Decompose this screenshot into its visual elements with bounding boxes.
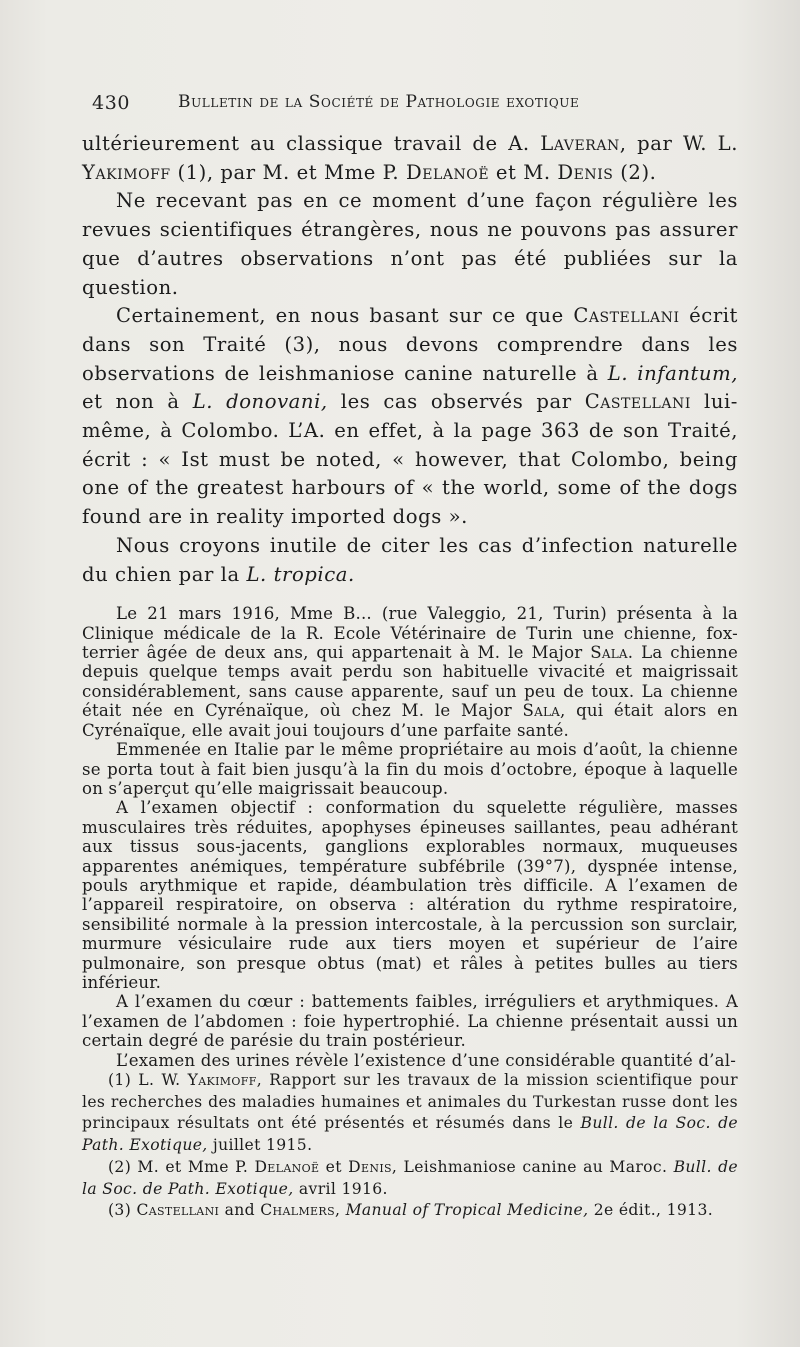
paragraph-4: Nous croyons inutile de citer les cas d’infection naturelle du chien par la L. tropica.: [82, 533, 738, 586]
person-name: Sala: [522, 701, 560, 721]
case-report: [82, 604, 738, 1070]
species-name: L. tropica.: [246, 562, 355, 586]
case-paragraph-1: Le 21 mars 1916, Mme B... (rue Valeggio, 21, Turin) présenta à la Clinique médicale de la R. Ecole Vétérinaire de Turin une chienne, fox-terrier âgée de deux ans, qui appartenait à M. le Major Sala. La chienne depuis quelque temps avait perdu son habituelle vivacité et maigrissait considérablement, sans cause apparente, sauf un peu de toux. La chienne était née en Cyrénaïque, où chez M. le Major Sala, qui était alors en Cyrénaïque, elle avait joui toujours d’une parfaite santé.: [82, 604, 738, 740]
case-paragraph-5: L’examen des urines révèle l’existence d’une considérable quantité d’al-: [116, 1050, 737, 1070]
article-body: [82, 130, 738, 1070]
footnote-1: (1) L. W. Yakimoff, Rapport sur les travaux de la mission scientifique pour les recherches des maladies humaines et animales du Turkestan russe dont les principaux résultats ont été présentés et résumés dans le Bull. de la Soc. de Path. Exotique, juillet 1915.: [82, 1071, 738, 1155]
species-name: L. donovani,: [192, 390, 328, 414]
paragraph-1: ultérieurement au classique travail de A. Laveran, par W. L. Yakimoff (1), par M. et Mme P. Delanoë et M. Denis (2).: [82, 132, 738, 184]
author-name: Yakimoff: [82, 160, 171, 184]
footnotes: [82, 1070, 738, 1222]
paragraph-3: Certainement, en nous basant sur ce que Castellani écrit dans son Traité (3), nous devons comprendre dans les observations de leishmaniose canine naturelle à L. infantum, et non à L. donovani, les cas observés par Castellani lui-même, à Colombo. L’A. en effet, à la page 363 de son Traité, écrit : « Ist must be noted, « however, that Colombo, being one of the greatest harbours of « the world, some of the dogs found are in reality imported dogs ».: [82, 304, 738, 529]
running-head: Bulletin de la Société de Pathologie exotique: [178, 92, 580, 112]
page-number: 430: [92, 92, 131, 114]
footnote-2: (2) M. et Mme P. Delanoë et Denis, Leishmaniose canine au Maroc. Bull. de la Soc. de Path. Exotique, avril 1916.: [82, 1157, 738, 1198]
author-name: Denis: [557, 160, 614, 184]
case-paragraph-2: Emmenée en Italie par le même propriétaire au mois d’août, la chienne se porta tout à fait bien jusqu’à la fin du mois d’octobre, époque à laquelle on s’aperçut qu’elle maigrissait beaucoup.: [82, 740, 738, 798]
species-name: L. infantum,: [607, 361, 738, 385]
case-paragraph-3: A l’examen objectif : conformation du squelette régulière, masses musculaires très réduites, apophyses épineuses saillantes, peau adhérant aux tissus sous-jacents, ganglions explorables normaux, muqueuses apparentes anémiques, température subfébrile (39°7), dyspnée intense, pouls arythmique et rapide, déambulation très difficile. A l’examen de l’appareil respiratoire, on observa : altération du rythme respiratoire, sensibilité normale à la pression intercostale, à la percussion son surclair, murmure vésiculaire rude aux tiers moyen et supérieur de l’aire pulmonaire, son presque obtus (mat) et râles à petites bulles au tiers inférieur.: [82, 798, 738, 992]
person-name: Sala: [590, 643, 628, 663]
main-text: [82, 130, 738, 589]
author-name: Castellani: [584, 390, 691, 414]
footnote-3: (3) Castellani and Chalmers, Manual of Tropical Medicine, 2e édit., 1913.: [108, 1201, 714, 1220]
case-paragraph-4: A l’examen du cœur : battements faibles, irréguliers et arythmiques. A l’examen de l’abdomen : foie hypertrophié. La chienne présentait aussi un certain degré de parésie du train postérieur.: [82, 992, 738, 1051]
paragraph-2: Ne recevant pas en ce moment d’une façon régulière les revues scientifiques étrangères, nous ne pouvons pas assurer que d’autres observations n’ont pas été publiées sur la question.: [82, 189, 738, 299]
author-name: Delanoë: [405, 160, 490, 184]
author-name: Laveran: [540, 132, 620, 155]
author-name: Castellani: [573, 304, 680, 328]
